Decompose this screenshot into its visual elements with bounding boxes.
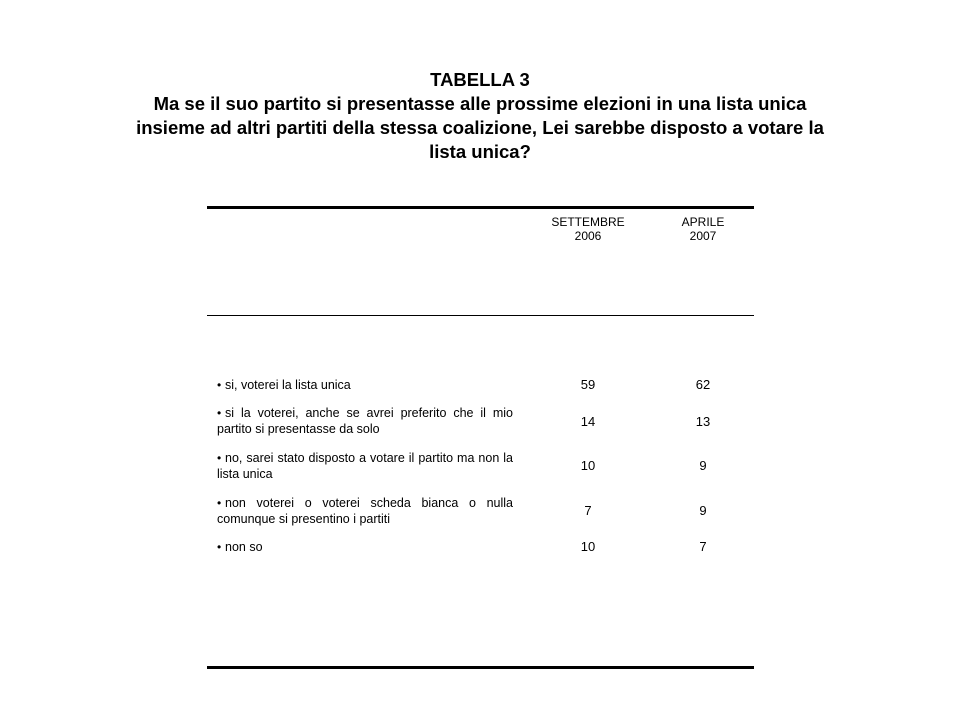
value-settembre-2006: 10 (580, 539, 596, 554)
row-label (217, 495, 513, 527)
row-label-text: no, sarei stato disposto a votare il partito ma non la lista unica (217, 451, 513, 481)
column-header-line-1: SETTEMBRE (551, 215, 625, 229)
bullet-icon: • (217, 451, 222, 465)
row-label-text: si la voterei, anche se avrei preferito che il mio partito si presentasse da solo (217, 406, 513, 436)
bullet-icon: • (217, 496, 222, 510)
row-label-text: non so (225, 540, 263, 554)
column-header-line-2: 2006 (574, 229, 602, 243)
row-label (217, 450, 513, 482)
value-aprile-2007: 62 (695, 377, 711, 392)
row-label (217, 405, 513, 437)
value-aprile-2007: 13 (695, 414, 711, 429)
title-line-3: lista unica? (429, 141, 531, 162)
row-label-text: non voterei o voterei scheda bianca o nulla comunque si presentino i partiti (217, 496, 513, 526)
title-line-2: insieme ad altri partiti della stessa coalizione, Lei sarebbe disposto a votare la (136, 117, 824, 138)
bullet-icon: • (217, 406, 222, 420)
value-settembre-2006: 10 (580, 458, 596, 473)
value-settembre-2006: 14 (580, 414, 596, 429)
title-heading: TABELLA 3 (430, 69, 530, 90)
column-header-aprile-2007 (648, 215, 758, 243)
column-header-settembre-2006 (533, 215, 643, 243)
value-settembre-2006: 7 (584, 503, 592, 518)
bullet-icon: • (217, 378, 222, 392)
row-label (217, 377, 513, 393)
bullet-icon: • (217, 540, 222, 554)
value-aprile-2007: 7 (699, 539, 707, 554)
table-title (0, 68, 960, 164)
value-settembre-2006: 59 (580, 377, 596, 392)
table-top-rule (207, 206, 754, 209)
header-separator-rule (207, 315, 754, 316)
table-bottom-rule (207, 666, 754, 669)
row-label (217, 539, 513, 555)
value-aprile-2007: 9 (699, 503, 707, 518)
row-label-text: si, voterei la lista unica (225, 378, 351, 392)
title-line-1: Ma se il suo partito si presentasse alle prossime elezioni in una lista unica (153, 93, 807, 114)
value-aprile-2007: 9 (699, 458, 707, 473)
column-header-line-2: 2007 (689, 229, 717, 243)
column-header-line-1: APRILE (681, 215, 725, 229)
